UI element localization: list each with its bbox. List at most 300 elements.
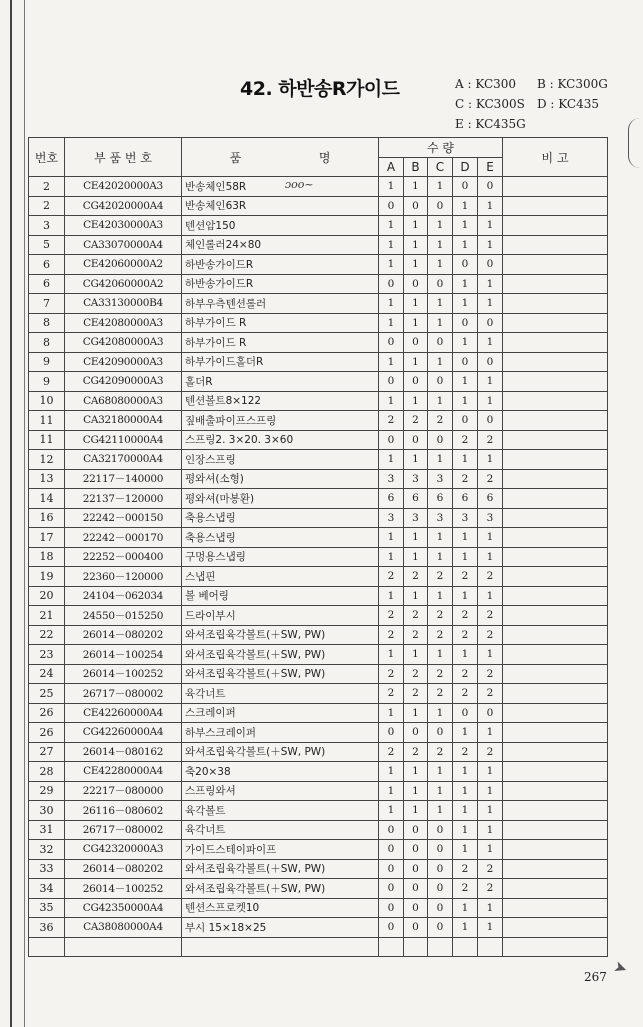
- row-name: 하반송가이드R: [182, 274, 379, 294]
- row-remarks: [503, 216, 608, 236]
- row-remarks: [503, 528, 608, 548]
- row-remarks: [503, 742, 608, 762]
- row-qty-c: 1: [428, 450, 453, 470]
- table-row: [29, 586, 608, 606]
- row-qty-a: 6: [379, 489, 404, 509]
- row-qty-e: 1: [478, 528, 503, 548]
- row-qty-b: 0: [404, 723, 428, 743]
- table-row: [29, 235, 608, 255]
- row-qty-b: 6: [404, 489, 428, 509]
- model-d: D : KC435: [537, 97, 600, 111]
- row-remarks: [503, 352, 608, 372]
- row-qty-d: 2: [453, 567, 478, 587]
- row-remarks: [503, 508, 608, 528]
- row-part-no: 22217－080000: [65, 781, 182, 801]
- row-qty-d: 2: [453, 606, 478, 626]
- row-name: 축20×38: [182, 762, 379, 782]
- row-qty-c: 0: [428, 430, 453, 450]
- row-qty-a: 0: [379, 879, 404, 899]
- row-qty-e: 2: [478, 742, 503, 762]
- row-qty-e: 1: [478, 586, 503, 606]
- row-qty-c: 1: [428, 801, 453, 821]
- table-row: [29, 567, 608, 587]
- row-qty-e: 2: [478, 567, 503, 587]
- row-no: 29: [29, 781, 65, 801]
- row-qty-b: 1: [404, 391, 428, 411]
- row-no: 16: [29, 508, 65, 528]
- header-part-no: 부 품 번 호: [65, 138, 182, 177]
- row-qty-b: 1: [404, 645, 428, 665]
- header-col-e: E: [478, 157, 503, 177]
- table-row: [29, 430, 608, 450]
- table-row: [29, 840, 608, 860]
- row-qty-e: 0: [478, 703, 503, 723]
- row-qty-a: 0: [379, 274, 404, 294]
- binding-edge: [10, 0, 25, 1027]
- row-no: 9: [29, 352, 65, 372]
- row-qty-b: 2: [404, 411, 428, 431]
- row-part-no: CE42060000A2: [65, 255, 182, 275]
- row-name: 구멍용스냅링: [182, 547, 379, 567]
- row-qty-a: 1: [379, 703, 404, 723]
- row-qty-c: 1: [428, 586, 453, 606]
- row-part-no: 22137－120000: [65, 489, 182, 509]
- table-row: [29, 742, 608, 762]
- row-qty-a: 2: [379, 567, 404, 587]
- row-part-no: CE42280000A4: [65, 762, 182, 782]
- row-qty-d: 0: [453, 703, 478, 723]
- row-qty-c: 2: [428, 742, 453, 762]
- row-part-no: CE42090000A3: [65, 352, 182, 372]
- row-part-no: 26014－100252: [65, 879, 182, 899]
- row-qty-e: 0: [478, 411, 503, 431]
- row-qty-b: 1: [404, 294, 428, 314]
- row-remarks: [503, 879, 608, 899]
- row-no: 26: [29, 703, 65, 723]
- row-qty-a: 2: [379, 684, 404, 704]
- table-row: [29, 177, 608, 197]
- table-row: [29, 898, 608, 918]
- row-remarks: [503, 235, 608, 255]
- row-no: 2: [29, 196, 65, 216]
- row-qty-b: 1: [404, 255, 428, 275]
- row-qty-d: 2: [453, 684, 478, 704]
- row-qty-b: 1: [404, 216, 428, 236]
- table-row: [29, 294, 608, 314]
- row-qty-a: 2: [379, 742, 404, 762]
- row-name: 텐션볼트8×122: [182, 391, 379, 411]
- row-qty-c: 1: [428, 781, 453, 801]
- row-remarks: [503, 664, 608, 684]
- row-qty-e: 1: [478, 235, 503, 255]
- row-name: 가이드스테이파이프: [182, 840, 379, 860]
- row-no: 25: [29, 684, 65, 704]
- row-qty-a: 2: [379, 664, 404, 684]
- table-row: [29, 859, 608, 879]
- row-qty-e: 2: [478, 879, 503, 899]
- header-col-a: A: [379, 157, 404, 177]
- row-qty-d: 1: [453, 781, 478, 801]
- row-qty-b: 0: [404, 196, 428, 216]
- row-qty-d: 1: [453, 333, 478, 353]
- row-no: 30: [29, 801, 65, 821]
- row-qty-a: 3: [379, 469, 404, 489]
- row-name: 스프링2. 3×20. 3×60: [182, 430, 379, 450]
- row-no: 6: [29, 274, 65, 294]
- row-part-no: 26014－080162: [65, 742, 182, 762]
- row-no: 27: [29, 742, 65, 762]
- row-name: 하부가이드 R: [182, 333, 379, 353]
- row-qty-d: 2: [453, 469, 478, 489]
- row-qty-a: 0: [379, 898, 404, 918]
- row-no: 13: [29, 469, 65, 489]
- row-qty-c: 0: [428, 879, 453, 899]
- row-qty-e: 0: [478, 255, 503, 275]
- row-no: 11: [29, 430, 65, 450]
- row-qty-c: 1: [428, 547, 453, 567]
- row-no: 17: [29, 528, 65, 548]
- row-qty-e: 1: [478, 216, 503, 236]
- row-qty-b: 0: [404, 274, 428, 294]
- row-remarks: [503, 918, 608, 938]
- row-qty-c: 3: [428, 508, 453, 528]
- row-qty-e: 6: [478, 489, 503, 509]
- row-qty-e: 1: [478, 723, 503, 743]
- row-qty-e: 1: [478, 450, 503, 470]
- row-qty-a: 0: [379, 859, 404, 879]
- row-name: 축용스냅링: [182, 528, 379, 548]
- row-remarks: [503, 625, 608, 645]
- row-name: 하부우측텐션롤러: [182, 294, 379, 314]
- row-qty-e: 1: [478, 840, 503, 860]
- row-qty-b: 1: [404, 352, 428, 372]
- row-qty-a: 2: [379, 606, 404, 626]
- row-qty-b: 2: [404, 742, 428, 762]
- row-remarks: [503, 898, 608, 918]
- row-qty-b: 1: [404, 703, 428, 723]
- table-row: [29, 352, 608, 372]
- row-remarks: [503, 586, 608, 606]
- row-part-no: CA33130000B4: [65, 294, 182, 314]
- model-b: B : KC300G: [537, 77, 608, 91]
- row-qty-e: 1: [478, 801, 503, 821]
- row-qty-b: 0: [404, 372, 428, 392]
- row-part-no: CA32170000A4: [65, 450, 182, 470]
- row-qty-b: 2: [404, 664, 428, 684]
- row-part-no: CE42260000A4: [65, 703, 182, 723]
- model-c: C : KC300S: [455, 97, 525, 111]
- row-qty-c: 0: [428, 196, 453, 216]
- model-a: A : KC300: [455, 77, 517, 91]
- row-remarks: [503, 469, 608, 489]
- table-row-empty: [29, 937, 608, 957]
- row-qty-a: 0: [379, 820, 404, 840]
- row-no: 11: [29, 411, 65, 431]
- row-qty-a: 1: [379, 235, 404, 255]
- row-qty-b: 1: [404, 762, 428, 782]
- row-qty-d: 1: [453, 235, 478, 255]
- table-row: [29, 196, 608, 216]
- empty-cell: [478, 937, 503, 957]
- row-name: 육각너트: [182, 820, 379, 840]
- row-name: 스냅핀: [182, 567, 379, 587]
- table-row: [29, 508, 608, 528]
- row-remarks: [503, 411, 608, 431]
- row-qty-e: 2: [478, 684, 503, 704]
- table-row: [29, 333, 608, 353]
- row-name: 드라이부시: [182, 606, 379, 626]
- row-name: 반송체인58R: [182, 177, 379, 197]
- row-qty-a: 1: [379, 177, 404, 197]
- row-name: 텐션스프로켓10: [182, 898, 379, 918]
- row-qty-d: 1: [453, 196, 478, 216]
- row-qty-a: 1: [379, 216, 404, 236]
- row-qty-b: 1: [404, 528, 428, 548]
- row-no: 10: [29, 391, 65, 411]
- row-name: 하부가이드 R: [182, 313, 379, 333]
- row-part-no: CG42350000A4: [65, 898, 182, 918]
- row-no: 8: [29, 333, 65, 353]
- row-name: 하부가이드홀더R: [182, 352, 379, 372]
- row-qty-a: 0: [379, 372, 404, 392]
- row-part-no: CG42110000A4: [65, 430, 182, 450]
- row-name: 와셔조립육각볼트(＋SW, PW): [182, 742, 379, 762]
- row-name: 부시 15×18×25: [182, 918, 379, 938]
- row-no: 5: [29, 235, 65, 255]
- row-qty-b: 1: [404, 450, 428, 470]
- row-qty-c: 1: [428, 255, 453, 275]
- header-name: [182, 138, 379, 177]
- row-qty-a: 1: [379, 352, 404, 372]
- empty-cell: [29, 937, 65, 957]
- row-remarks: [503, 723, 608, 743]
- row-qty-d: 3: [453, 508, 478, 528]
- row-qty-a: 1: [379, 781, 404, 801]
- row-part-no: 24104－062034: [65, 586, 182, 606]
- row-qty-d: 2: [453, 664, 478, 684]
- margin-mark: [628, 118, 643, 168]
- row-no: 24: [29, 664, 65, 684]
- row-name: 스크레이퍼: [182, 703, 379, 723]
- row-no: 35: [29, 898, 65, 918]
- row-part-no: CE42020000A3: [65, 177, 182, 197]
- row-qty-c: 1: [428, 391, 453, 411]
- row-name: 하반송가이드R: [182, 255, 379, 275]
- row-name: 반송체인63R: [182, 196, 379, 216]
- row-qty-b: 0: [404, 430, 428, 450]
- row-qty-e: 0: [478, 313, 503, 333]
- row-qty-e: 1: [478, 820, 503, 840]
- row-qty-d: 1: [453, 645, 478, 665]
- row-remarks: [503, 450, 608, 470]
- row-qty-b: 2: [404, 684, 428, 704]
- header-qty: 수 량: [379, 138, 503, 158]
- row-qty-a: 3: [379, 508, 404, 528]
- row-qty-b: 0: [404, 859, 428, 879]
- model-e: E : KC435G: [455, 117, 526, 131]
- row-part-no: CA33070000A4: [65, 235, 182, 255]
- row-remarks: [503, 645, 608, 665]
- row-qty-a: 1: [379, 645, 404, 665]
- row-qty-b: 0: [404, 333, 428, 353]
- row-qty-b: 0: [404, 820, 428, 840]
- table-row: [29, 879, 608, 899]
- row-qty-c: 1: [428, 177, 453, 197]
- row-name: 와셔조립육각볼트(＋SW, PW): [182, 664, 379, 684]
- row-qty-d: 1: [453, 450, 478, 470]
- row-part-no: CG42020000A4: [65, 196, 182, 216]
- row-qty-e: 1: [478, 196, 503, 216]
- row-remarks: [503, 274, 608, 294]
- handwritten-note: ɔᴏᴏ~: [285, 178, 314, 191]
- row-qty-e: 2: [478, 859, 503, 879]
- table-row: [29, 528, 608, 548]
- row-remarks: [503, 294, 608, 314]
- row-part-no: 26014－100252: [65, 664, 182, 684]
- table-row: [29, 664, 608, 684]
- row-qty-e: 1: [478, 274, 503, 294]
- row-part-no: CE42030000A3: [65, 216, 182, 236]
- table-row: [29, 801, 608, 821]
- row-qty-d: 2: [453, 859, 478, 879]
- row-qty-a: 0: [379, 840, 404, 860]
- row-qty-e: 2: [478, 430, 503, 450]
- row-no: 2: [29, 177, 65, 197]
- header-name-b: 명: [318, 150, 331, 165]
- row-qty-a: 2: [379, 411, 404, 431]
- empty-cell: [182, 937, 379, 957]
- row-qty-d: 1: [453, 274, 478, 294]
- row-qty-d: 1: [453, 547, 478, 567]
- row-qty-e: 0: [478, 352, 503, 372]
- row-qty-b: 1: [404, 177, 428, 197]
- table-row: [29, 703, 608, 723]
- row-qty-c: 1: [428, 762, 453, 782]
- row-qty-a: 1: [379, 586, 404, 606]
- row-part-no: 22117－140000: [65, 469, 182, 489]
- row-part-no: 22360－120000: [65, 567, 182, 587]
- row-remarks: [503, 840, 608, 860]
- row-qty-d: 1: [453, 586, 478, 606]
- row-qty-d: 1: [453, 528, 478, 548]
- row-qty-c: 0: [428, 859, 453, 879]
- row-qty-a: 1: [379, 391, 404, 411]
- table-row: [29, 762, 608, 782]
- row-qty-a: 1: [379, 313, 404, 333]
- row-name: 와셔조립육각볼트(＋SW, PW): [182, 645, 379, 665]
- row-qty-a: 1: [379, 450, 404, 470]
- header-name-a: 품: [229, 150, 242, 165]
- row-remarks: [503, 567, 608, 587]
- row-no: 32: [29, 840, 65, 860]
- row-no: 14: [29, 489, 65, 509]
- table-row: [29, 313, 608, 333]
- row-no: 22: [29, 625, 65, 645]
- row-qty-e: 0: [478, 177, 503, 197]
- row-qty-e: 1: [478, 762, 503, 782]
- row-name: 육각볼트: [182, 801, 379, 821]
- parts-table: [28, 137, 608, 957]
- row-part-no: 26014－080202: [65, 625, 182, 645]
- row-qty-d: 2: [453, 742, 478, 762]
- table-row: [29, 625, 608, 645]
- row-qty-b: 1: [404, 313, 428, 333]
- row-remarks: [503, 196, 608, 216]
- row-no: 6: [29, 255, 65, 275]
- row-name: 볼 베어링: [182, 586, 379, 606]
- row-qty-d: 1: [453, 898, 478, 918]
- table-row: [29, 781, 608, 801]
- row-qty-a: 1: [379, 294, 404, 314]
- row-qty-c: 0: [428, 333, 453, 353]
- row-part-no: CG42320000A3: [65, 840, 182, 860]
- table-row: [29, 918, 608, 938]
- row-qty-c: 0: [428, 274, 453, 294]
- row-name: 인장스프링: [182, 450, 379, 470]
- row-name: 와셔조립육각볼트(＋SW, PW): [182, 859, 379, 879]
- table-row: [29, 684, 608, 704]
- row-no: 9: [29, 372, 65, 392]
- page-arrow-icon: ➤: [611, 956, 631, 979]
- row-qty-c: 2: [428, 411, 453, 431]
- row-qty-e: 2: [478, 625, 503, 645]
- header-col-b: B: [404, 157, 428, 177]
- row-name: 와셔조립육각볼트(＋SW, PW): [182, 879, 379, 899]
- header-no: 번호: [29, 138, 65, 177]
- empty-cell: [65, 937, 182, 957]
- row-part-no: CA32180000A4: [65, 411, 182, 431]
- row-qty-c: 0: [428, 820, 453, 840]
- row-name: 하부스크레이퍼: [182, 723, 379, 743]
- row-qty-e: 1: [478, 294, 503, 314]
- row-no: 3: [29, 216, 65, 236]
- table-row: [29, 391, 608, 411]
- row-remarks: [503, 489, 608, 509]
- row-qty-a: 1: [379, 528, 404, 548]
- row-remarks: [503, 333, 608, 353]
- row-qty-c: 0: [428, 372, 453, 392]
- row-qty-c: 0: [428, 723, 453, 743]
- empty-cell: [503, 937, 608, 957]
- row-qty-c: 2: [428, 625, 453, 645]
- row-qty-a: 1: [379, 255, 404, 275]
- row-remarks: [503, 762, 608, 782]
- row-qty-c: 0: [428, 840, 453, 860]
- table-row: [29, 489, 608, 509]
- empty-cell: [428, 937, 453, 957]
- table-row: [29, 274, 608, 294]
- row-part-no: CA68080000A3: [65, 391, 182, 411]
- header-col-c: C: [428, 157, 453, 177]
- row-qty-b: 1: [404, 235, 428, 255]
- row-name: 스프링와셔: [182, 781, 379, 801]
- page-number: 267: [584, 970, 607, 984]
- empty-cell: [453, 937, 478, 957]
- row-qty-e: 2: [478, 664, 503, 684]
- row-part-no: CE42080000A3: [65, 313, 182, 333]
- row-qty-b: 2: [404, 606, 428, 626]
- row-remarks: [503, 781, 608, 801]
- row-name: 평와셔(소형): [182, 469, 379, 489]
- row-qty-d: 1: [453, 391, 478, 411]
- row-qty-d: 0: [453, 313, 478, 333]
- row-part-no: 26116－080602: [65, 801, 182, 821]
- table-row: [29, 372, 608, 392]
- row-part-no: 22242－000150: [65, 508, 182, 528]
- row-no: 12: [29, 450, 65, 470]
- row-qty-b: 1: [404, 801, 428, 821]
- row-qty-b: 3: [404, 508, 428, 528]
